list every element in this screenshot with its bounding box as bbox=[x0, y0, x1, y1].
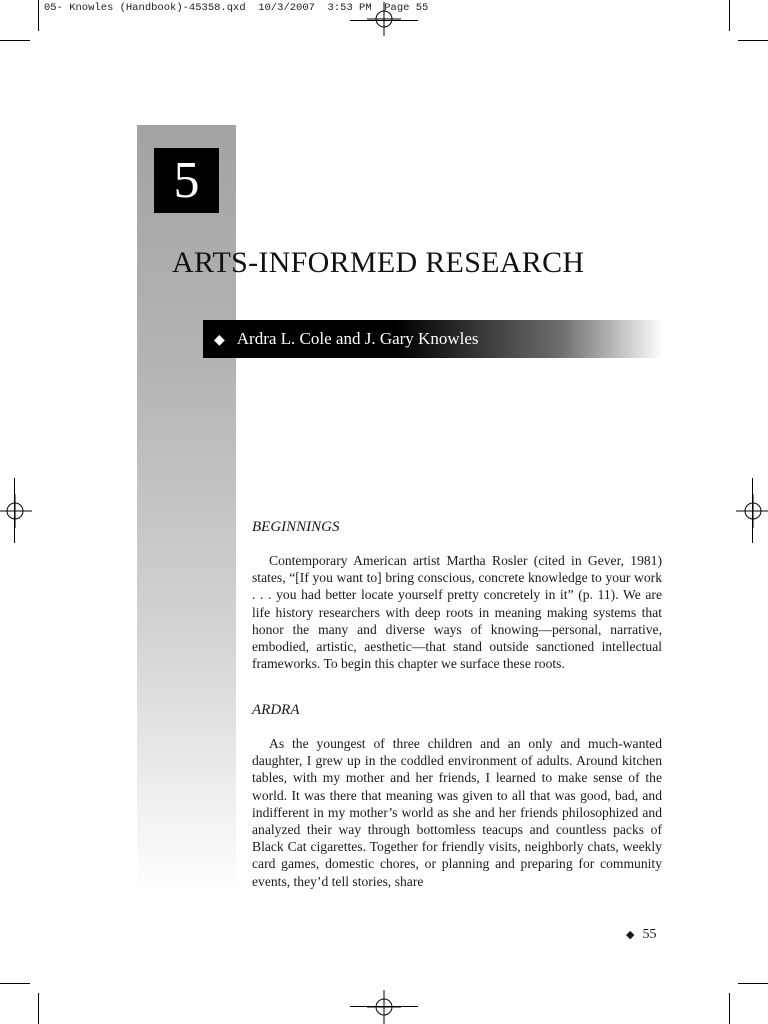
diamond-icon: ◆ bbox=[626, 929, 635, 941]
chapter-number: 5 bbox=[154, 148, 219, 213]
paragraph-beginnings: Contemporary American artist Martha Rosler (cited in Gever, 1981) states, “[If you want to] bring conscious, concrete knowledge to your work . . . you had better locate yourself pretty concretely in it” (p. 11). We are life history researchers with deep roots in meaning making systems that honor the many and diverse ways of knowing—personal, narrative, embodied, artistic, aesthetic—that stand outside sanctioned intellectual frameworks. To begin this chapter we surface these roots. bbox=[252, 553, 662, 672]
author-bar bbox=[203, 320, 663, 358]
section-heading-ardra: ARDRA bbox=[252, 702, 300, 718]
chapter-title: ARTS-INFORMED RESEARCH bbox=[172, 246, 585, 279]
registration-mark-icon bbox=[367, 2, 401, 36]
registration-mark-icon bbox=[367, 990, 401, 1024]
chapter-authors: Ardra L. Cole and J. Gary Knowles bbox=[236, 329, 479, 348]
page-number: 55 bbox=[642, 927, 657, 942]
section-heading-beginnings: BEGINNINGS bbox=[252, 519, 340, 535]
page-footer bbox=[626, 927, 656, 943]
diamond-icon: ◆ bbox=[214, 333, 225, 348]
registration-mark-icon bbox=[0, 494, 32, 528]
paragraph-ardra: As the youngest of three children and an only and much-wanted daughter, I grew up in the coddled environment of adults. Around kitchen tables, with my mother and her friends, I learned to make sense of the world. It was there that meaning was given to all that was good, bad, and indifferent in my mother’s world as she and her friends philosophized and analyzed their way through bottomless teacups and countless packs of Black Cat cigarettes. Together for friendly visits, neighborly chats, weekly card games, domestic chores, or planning and preparing for community events, they’d tell stories, share bbox=[252, 736, 662, 889]
registration-mark-icon bbox=[736, 494, 768, 528]
slug-line: 05- Knowles (Handbook)-45358.qxd 10/3/2007 3:53 PM Page 55 bbox=[44, 2, 429, 14]
gradient-sidebar bbox=[137, 125, 236, 895]
